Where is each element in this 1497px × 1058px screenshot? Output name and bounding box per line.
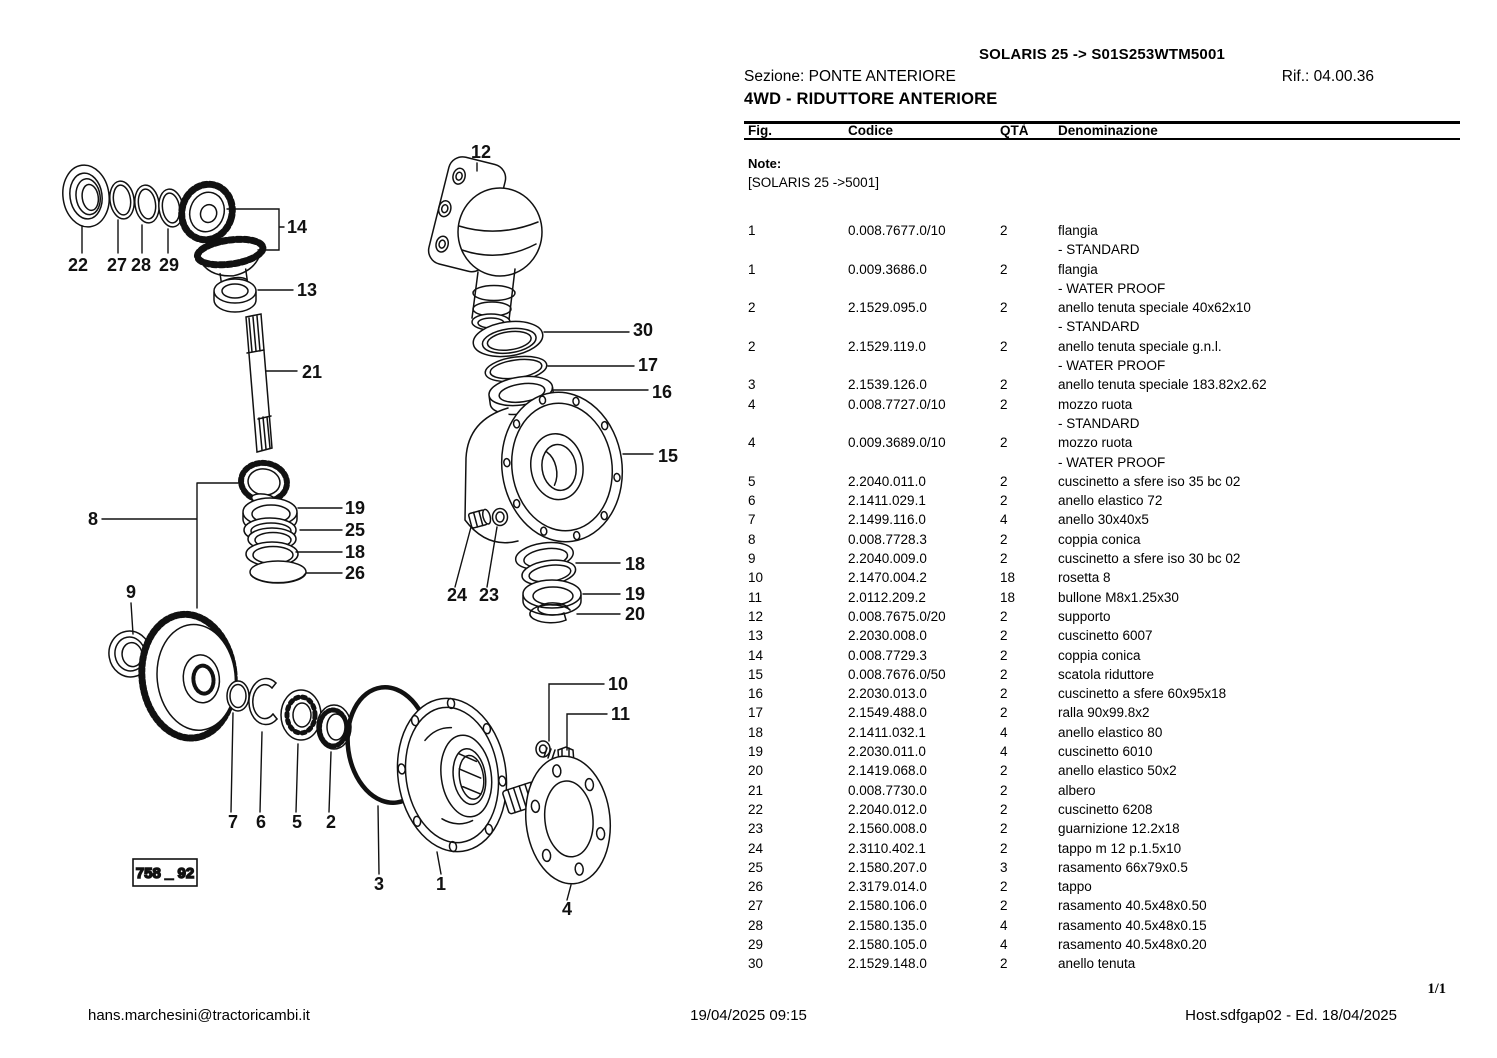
shaft-21-part: [246, 314, 272, 452]
table-row: [744, 530, 1460, 549]
table-header: [744, 121, 1460, 140]
cell-denominazione: cuscinetto 6208: [1058, 801, 1153, 817]
cell-denominazione: bullone M8x1.25x30: [1058, 589, 1179, 605]
cell-denominazione: tappo: [1058, 879, 1092, 895]
cell-fig: 7: [748, 512, 756, 528]
cell-qta: 2: [1000, 338, 1008, 354]
cell-qta: 4: [1000, 936, 1008, 952]
diagram-callout: 19: [345, 498, 366, 518]
cell-codice: 2.1539.126.0: [848, 377, 927, 393]
cell-qta: 2: [1000, 473, 1008, 489]
table-row: [744, 858, 1460, 877]
cell-fig: 29: [748, 936, 764, 952]
diagram-callout: 20: [625, 604, 646, 624]
cell-denominazione: rasamento 40.5x48x0.15: [1058, 917, 1207, 933]
cell-denominazione: anello elastico 72: [1058, 493, 1163, 509]
cell-qta: 2: [1000, 628, 1008, 644]
table-row: [744, 260, 1460, 299]
cell-qta: 2: [1000, 821, 1008, 837]
cell-codice: 2.1411.029.1: [848, 493, 926, 509]
cell-fig: 18: [748, 724, 764, 740]
cell-qta: 4: [1000, 724, 1008, 740]
cell-denominazione: rasamento 40.5x48x0.20: [1058, 936, 1207, 952]
cell-fig: 20: [748, 763, 764, 779]
cell-fig: 13: [748, 628, 764, 644]
cell-fig: 21: [748, 782, 764, 798]
cell-codice: 2.1529.148.0: [848, 956, 927, 972]
table-row: [744, 433, 1460, 472]
cell-codice: 0.008.7675.0/20: [848, 608, 946, 624]
diagram-callout: 10: [608, 674, 629, 694]
cell-fig: 2: [748, 300, 756, 316]
cell-denominazione: guarnizione 12.2x18: [1058, 821, 1180, 837]
cell-qta: 2: [1000, 898, 1008, 914]
cell-fig: 1: [748, 261, 756, 277]
parts-list-panel: [744, 0, 1460, 1058]
cell-codice: 0.009.3686.0: [848, 261, 927, 277]
cell-fig: 25: [748, 859, 764, 875]
cell-fig: 4: [748, 435, 756, 451]
cell-codice: 0.008.7677.0/10: [848, 223, 946, 238]
cell-denominazione: tappo m 12 p.1.5x10: [1058, 840, 1182, 856]
diagram-callout: 24: [446, 585, 468, 605]
cell-codice: 2.1580.207.0: [848, 859, 927, 875]
cell-fig: 15: [748, 666, 764, 682]
cell-codice: 2.1580.105.0: [848, 936, 927, 952]
cell-codice: 2.1411.032.1: [848, 724, 926, 740]
cell-qta: 2: [1000, 879, 1008, 895]
table-row: [744, 491, 1460, 510]
parts-rows: [744, 221, 1460, 974]
cell-qta: 2: [1000, 300, 1008, 316]
table-row: [744, 723, 1460, 742]
table-row: [744, 781, 1460, 800]
cell-fig: 8: [748, 531, 756, 547]
diagram-callout: 22: [67, 255, 89, 275]
table-row: [744, 626, 1460, 645]
cell-codice: 2.2040.011.0: [848, 473, 926, 489]
cell-denominazione: albero: [1058, 782, 1096, 798]
cell-denominazione: flangia - WATER PROOF: [1058, 261, 1166, 296]
cell-codice: 2.2040.009.0: [848, 551, 927, 567]
model-line: SOLARIS 25 -> S01S253WTM5001: [978, 46, 1226, 63]
footer-host: Host.sdfgap02 - Ed. 18/04/2025: [1185, 1007, 1397, 1024]
cell-qta: 2: [1000, 840, 1008, 856]
table-row: [744, 568, 1460, 587]
note-value: [SOLARIS 25 ->5001]: [748, 175, 879, 190]
diagram-callout: 7: [227, 812, 239, 832]
footer-email: hans.marchesini@tractoricambi.it: [88, 1007, 310, 1024]
section-line: [744, 68, 1460, 86]
col-header-fig: Fig.: [748, 123, 772, 138]
cell-fig: 10: [748, 570, 764, 586]
diagram-callout: 16: [652, 382, 673, 402]
table-row: [744, 839, 1460, 858]
cell-fig: 5: [748, 473, 756, 489]
crown-gear-part: [136, 610, 241, 743]
diagram-callout: 18: [345, 542, 366, 562]
hub-plate-1-part: [388, 691, 516, 859]
bearing-5-part: [281, 690, 321, 740]
cell-codice: 2.2030.011.0: [848, 744, 926, 760]
cell-codice: 2.1470.004.2: [848, 570, 927, 586]
table-row: [744, 375, 1460, 394]
support-12-part: [426, 154, 542, 330]
cell-qta: 2: [1000, 435, 1008, 451]
diagram-callout: 26: [345, 563, 366, 583]
diagram-callout: 29: [158, 255, 180, 275]
cell-denominazione: coppia conica: [1058, 531, 1141, 547]
reference-number: Rif.: 04.00.36: [1281, 68, 1374, 85]
table-row: [744, 935, 1460, 954]
cell-qta: 18: [1000, 570, 1016, 586]
table-row: [744, 954, 1460, 973]
cell-denominazione: flangia - STANDARD: [1058, 223, 1140, 258]
bevel-gear-pair-part: [175, 178, 268, 293]
cell-qta: 2: [1000, 956, 1008, 972]
cell-codice: 2.1580.135.0: [848, 917, 927, 933]
cell-fig: 26: [748, 879, 764, 895]
diagram-callout: 17: [638, 355, 659, 375]
cell-codice: 2.2030.013.0: [848, 686, 927, 702]
table-row: [744, 298, 1460, 337]
cell-qta: 18: [1000, 589, 1016, 605]
cell-fig: 2: [748, 338, 756, 354]
table-row: [744, 703, 1460, 722]
cell-fig: 14: [748, 647, 764, 663]
cell-codice: 2.2030.008.0: [848, 628, 927, 644]
cell-denominazione: anello tenuta speciale 183.82x2.62: [1058, 377, 1267, 393]
cell-qta: 2: [1000, 686, 1008, 702]
cell-codice: 2.0112.209.2: [848, 589, 926, 605]
cell-codice: 2.2040.012.0: [848, 801, 927, 817]
cell-fig: 28: [748, 917, 764, 933]
figure-ref-box: [133, 859, 197, 886]
cell-qta: 2: [1000, 782, 1008, 798]
cell-codice: 0.008.7727.0/10: [848, 396, 946, 412]
cell-fig: 1: [748, 223, 756, 238]
table-row: [744, 800, 1460, 819]
section-text: Sezione: PONTE ANTERIORE: [744, 68, 956, 85]
cell-denominazione: coppia conica: [1058, 647, 1141, 663]
cell-qta: 4: [1000, 744, 1008, 760]
cell-codice: 0.008.7730.0: [848, 782, 927, 798]
table-row: [744, 549, 1460, 568]
page-title: 4WD - RIDUTTORE ANTERIORE: [744, 90, 998, 108]
table-row: [744, 684, 1460, 703]
cell-denominazione: anello elastico 80: [1058, 724, 1163, 740]
bearing-22-part: [59, 162, 113, 230]
table-row: [744, 877, 1460, 896]
table-row: [744, 395, 1460, 434]
cell-codice: 2.1499.116.0: [848, 512, 926, 528]
cell-fig: 16: [748, 686, 764, 702]
cell-qta: 4: [1000, 917, 1008, 933]
cell-fig: 27: [748, 898, 764, 914]
footer-datetime: 19/04/2025 09:15: [690, 1007, 807, 1024]
cell-fig: 3: [748, 377, 756, 393]
table-row: [744, 819, 1460, 838]
diagram-callout: 15: [658, 446, 679, 466]
cell-qta: 2: [1000, 801, 1008, 817]
cell-codice: 2.1560.008.0: [848, 821, 927, 837]
cell-qta: 2: [1000, 647, 1008, 663]
cell-codice: 2.1529.119.0: [848, 338, 926, 354]
col-header-codice: Codice: [848, 123, 894, 138]
diagram-callout: 13: [297, 280, 318, 300]
cell-codice: 0.008.7728.3: [848, 531, 927, 547]
diagram-callout: 21: [302, 362, 323, 382]
diagram-callout: 1: [435, 874, 447, 894]
cell-codice: 2.1580.106.0: [848, 898, 927, 914]
cell-fig: 23: [748, 821, 764, 837]
cell-denominazione: scatola riduttore: [1058, 666, 1155, 682]
diagram-callout: 11: [611, 704, 631, 724]
cell-denominazione: anello tenuta speciale g.n.l. - WATER PROOF: [1058, 338, 1222, 374]
cell-codice: 2.1529.095.0: [848, 300, 927, 316]
cell-fig: 19: [748, 744, 764, 760]
ring-28-part: [132, 184, 161, 225]
cell-fig: 6: [748, 493, 756, 509]
table-row: [744, 221, 1460, 260]
cell-denominazione: ralla 90x99.8x2: [1058, 705, 1150, 721]
cell-denominazione: anello 30x40x5: [1058, 512, 1149, 528]
table-row: [744, 607, 1460, 626]
cell-denominazione: cuscinetto a sfere 60x95x18: [1058, 686, 1227, 702]
cell-qta: 2: [1000, 223, 1008, 238]
cell-denominazione: mozzo ruota - WATER PROOF: [1058, 435, 1166, 470]
table-row: [744, 510, 1460, 529]
cell-qta: 2: [1000, 261, 1008, 277]
diagram-callout: 4: [561, 899, 573, 919]
cell-codice: 0.009.3689.0/10: [848, 435, 946, 451]
cell-denominazione: cuscinetto a sfere iso 30 bc 02: [1058, 551, 1241, 567]
cell-codice: 0.008.7676.0/50: [848, 666, 946, 682]
cell-qta: 2: [1000, 763, 1008, 779]
table-row: [744, 337, 1460, 376]
cell-qta: 2: [1000, 551, 1008, 567]
cell-denominazione: cuscinetto a sfere iso 35 bc 02: [1058, 473, 1241, 489]
cell-denominazione: anello elastico 50x2: [1058, 763, 1177, 779]
cell-denominazione: cuscinetto 6010: [1058, 744, 1153, 760]
diagram-callout: 23: [478, 585, 500, 605]
cell-denominazione: anello tenuta: [1058, 956, 1136, 972]
cell-qta: 2: [1000, 608, 1008, 624]
cell-codice: 2.1419.068.0: [848, 763, 927, 779]
diagram-callout: 14: [287, 217, 308, 237]
cell-denominazione: supporto: [1058, 608, 1111, 624]
diagram-callout: 8: [88, 509, 99, 529]
cell-qta: 2: [1000, 493, 1008, 509]
cell-fig: 22: [748, 801, 764, 817]
diagram-callout: 27: [106, 255, 128, 275]
cap-26-part: [250, 561, 306, 583]
col-header-denominazione: Denominazione: [1058, 123, 1158, 138]
diagram-callout: 2: [325, 812, 337, 832]
housing-15-part: [465, 384, 632, 549]
cell-fig: 30: [748, 956, 764, 972]
ring-7-part: [227, 681, 249, 711]
table-row: [744, 665, 1460, 684]
table-row: [744, 742, 1460, 761]
cell-fig: 24: [748, 840, 764, 856]
cell-denominazione: mozzo ruota - STANDARD: [1058, 396, 1140, 431]
cell-fig: 17: [748, 705, 764, 721]
cell-qta: 2: [1000, 377, 1008, 393]
cell-fig: 12: [748, 608, 764, 624]
washer-10-part: [536, 741, 550, 757]
snap-ring-6-part: [249, 679, 277, 725]
ring-27-part: [107, 180, 136, 221]
diagram-callout: 18: [625, 554, 646, 574]
cell-qta: 2: [1000, 705, 1008, 721]
cell-qta: 2: [1000, 531, 1008, 547]
page-number: 1/1: [1427, 981, 1446, 997]
diagram-callout: 12: [470, 142, 492, 162]
diagram-callout: 19: [625, 584, 646, 604]
diagram-callout: 25: [345, 520, 366, 540]
diagram-callout: 5: [291, 812, 303, 832]
flange-4-part: [520, 752, 617, 888]
diagram-callout: 3: [373, 874, 385, 894]
cell-denominazione: rasamento 66x79x0.5: [1058, 859, 1188, 875]
cell-qta: 2: [1000, 666, 1008, 682]
table-row: [744, 588, 1460, 607]
table-row: [744, 896, 1460, 915]
note-label: Note:: [748, 156, 782, 171]
table-row: [744, 646, 1460, 665]
cell-codice: 2.3110.402.1: [848, 840, 926, 856]
cell-fig: 11: [748, 589, 763, 605]
diagram-callout: 30: [633, 320, 654, 340]
cell-denominazione: cuscinetto 6007: [1058, 628, 1153, 644]
cell-codice: 2.1549.488.0: [848, 705, 927, 721]
col-header-qta: QTÀ: [1000, 123, 1029, 138]
cell-denominazione: rosetta 8: [1058, 570, 1111, 586]
diagram-callout: 6: [255, 812, 267, 832]
table-row: [744, 916, 1460, 935]
exploded-diagram: [0, 0, 744, 1058]
cell-denominazione: anello tenuta speciale 40x62x10 - STANDARD: [1058, 300, 1251, 335]
cell-fig: 4: [748, 396, 756, 412]
cell-denominazione: rasamento 40.5x48x0.50: [1058, 898, 1207, 914]
cell-fig: 9: [748, 551, 756, 567]
diagram-callout: 28: [130, 255, 152, 275]
cell-qta: 3: [1000, 859, 1008, 875]
figure-ref-text: 758 _ 92: [135, 865, 195, 882]
table-row: [744, 472, 1460, 491]
cell-codice: 2.3179.014.0: [848, 879, 927, 895]
cell-codice: 0.008.7729.3: [848, 647, 927, 663]
cell-qta: 4: [1000, 512, 1008, 528]
bearing-13-part: [214, 279, 256, 312]
washer-23-part: [493, 509, 508, 526]
cell-qta: 2: [1000, 396, 1008, 412]
table-row: [744, 761, 1460, 780]
diagram-callout: 9: [125, 582, 137, 602]
